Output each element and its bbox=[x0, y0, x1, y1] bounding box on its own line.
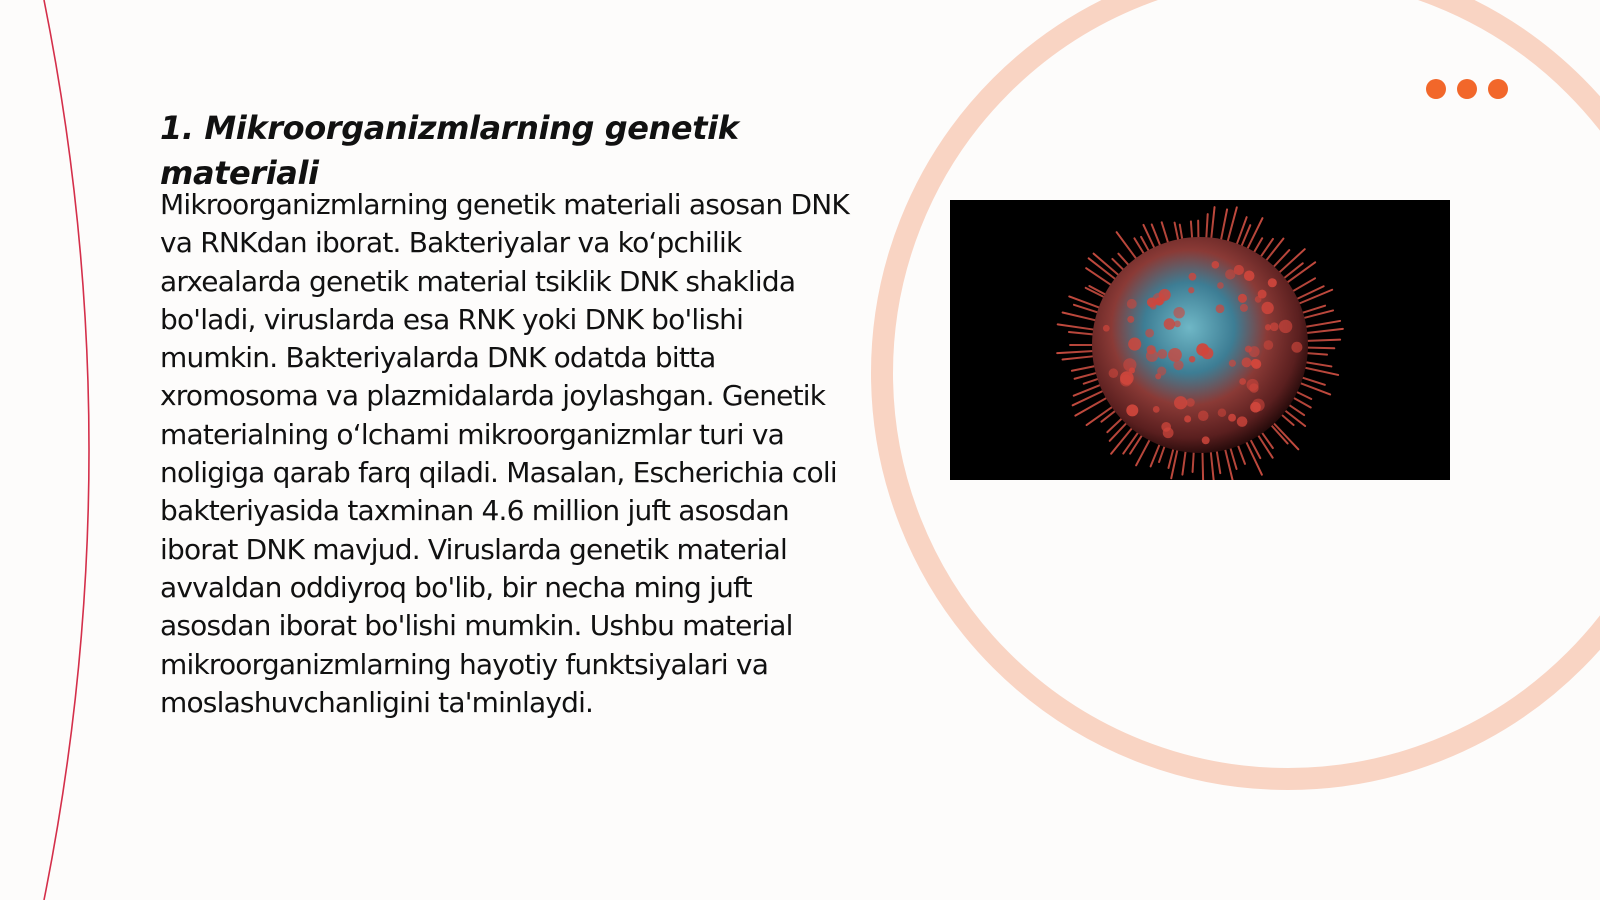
microbe-knob bbox=[1202, 436, 1210, 444]
microbe-knob bbox=[1189, 273, 1197, 281]
microbe-knob bbox=[1247, 379, 1259, 391]
microbe-knob bbox=[1145, 329, 1154, 338]
microbe-knob bbox=[1198, 410, 1209, 421]
microbe-knob bbox=[1291, 342, 1302, 353]
microbe-knob bbox=[1128, 338, 1141, 351]
microbe-knob bbox=[1212, 261, 1220, 269]
microbe-knob bbox=[1120, 374, 1132, 386]
microbe-photo bbox=[950, 200, 1450, 480]
microbe-knob bbox=[1258, 290, 1267, 299]
microbe-knob bbox=[1240, 304, 1248, 312]
microbe-knob bbox=[1238, 294, 1247, 303]
microbe-knob bbox=[1155, 373, 1161, 379]
microbe-knob bbox=[1279, 320, 1292, 333]
microbe-knob bbox=[1103, 325, 1110, 332]
microbe-knob bbox=[1109, 368, 1119, 378]
microbe-knob bbox=[1244, 270, 1255, 281]
microbe-knob bbox=[1186, 398, 1195, 407]
microbe-knob bbox=[1129, 367, 1135, 373]
microbe-knob bbox=[1261, 302, 1273, 314]
left-edge-curve bbox=[44, 0, 89, 900]
microbe-knob bbox=[1201, 347, 1213, 359]
microbe-knob bbox=[1164, 318, 1175, 329]
slide-body-text: Mikroorganizmlarning genetik materiali asosan DNK va RNKdan iborat. Bakteriyalar va ko‘pchilik arxealarda genetik material tsiklik DNK shaklida bo'ladi, viruslarda esa RNK yoki DNK bo'lishi mumkin. Bakteriyalarda DNK odatda bitta xromosoma va plazmidalarda joylashgan. Genetik materialning o‘lchami mikroorganizmlar turi va noligiga qarab farq qiladi. Masalan, Escherichia coli bakteriyasida taxminan 4.6 million juft asosdan iborat DNK mavjud. Viruslarda genetik material avvaldan oddiyroq bo'lib, bir necha ming juft asosdan iborat bo'lishi mumkin. Ushbu material mikroorganizmlarning hayotiy funktsiyalari va moslashuvchanligini ta'minlaydi. bbox=[160, 188, 849, 719]
microbe-knob bbox=[1173, 307, 1184, 318]
microbe-knob bbox=[1174, 396, 1187, 409]
microbe-knob bbox=[1245, 346, 1252, 353]
microbe-knob bbox=[1270, 322, 1279, 331]
microbe-knob bbox=[1217, 282, 1224, 289]
microbe-knob bbox=[1216, 304, 1225, 313]
three-dots-icon bbox=[1426, 79, 1508, 99]
microbe-knob bbox=[1237, 416, 1248, 427]
dot-icon bbox=[1488, 79, 1508, 99]
microbe-illustration bbox=[950, 200, 1450, 480]
microbe-knob bbox=[1225, 269, 1235, 279]
microbe-knob bbox=[1146, 350, 1158, 362]
microbe-knob bbox=[1228, 414, 1236, 422]
microbe-knob bbox=[1127, 316, 1134, 323]
microbe-knob bbox=[1264, 340, 1274, 350]
dot-icon bbox=[1426, 79, 1446, 99]
microbe-knob bbox=[1251, 359, 1260, 368]
microbe-knob bbox=[1127, 299, 1137, 309]
microbe-knob bbox=[1218, 408, 1227, 417]
microbe-knob bbox=[1161, 422, 1171, 432]
microbe-knob bbox=[1189, 356, 1195, 362]
microbe-knob bbox=[1173, 360, 1183, 370]
microbe-knob bbox=[1268, 278, 1277, 287]
microbe-knob bbox=[1250, 402, 1261, 413]
microbe-knob bbox=[1126, 404, 1138, 416]
microbe-knob bbox=[1188, 287, 1194, 293]
microbe-knob bbox=[1242, 357, 1252, 367]
slide-title: 1. Mikroorganizmlarning genetik materiali bbox=[160, 109, 739, 192]
microbe-knob bbox=[1153, 406, 1160, 413]
microbe-knob bbox=[1239, 378, 1246, 385]
dot-icon bbox=[1457, 79, 1477, 99]
microbe-knob bbox=[1152, 293, 1165, 306]
microbe-knob bbox=[1229, 360, 1236, 367]
microbe-knob bbox=[1184, 415, 1191, 422]
microbe-knob bbox=[1168, 348, 1182, 362]
microbe-knob bbox=[1157, 349, 1167, 359]
